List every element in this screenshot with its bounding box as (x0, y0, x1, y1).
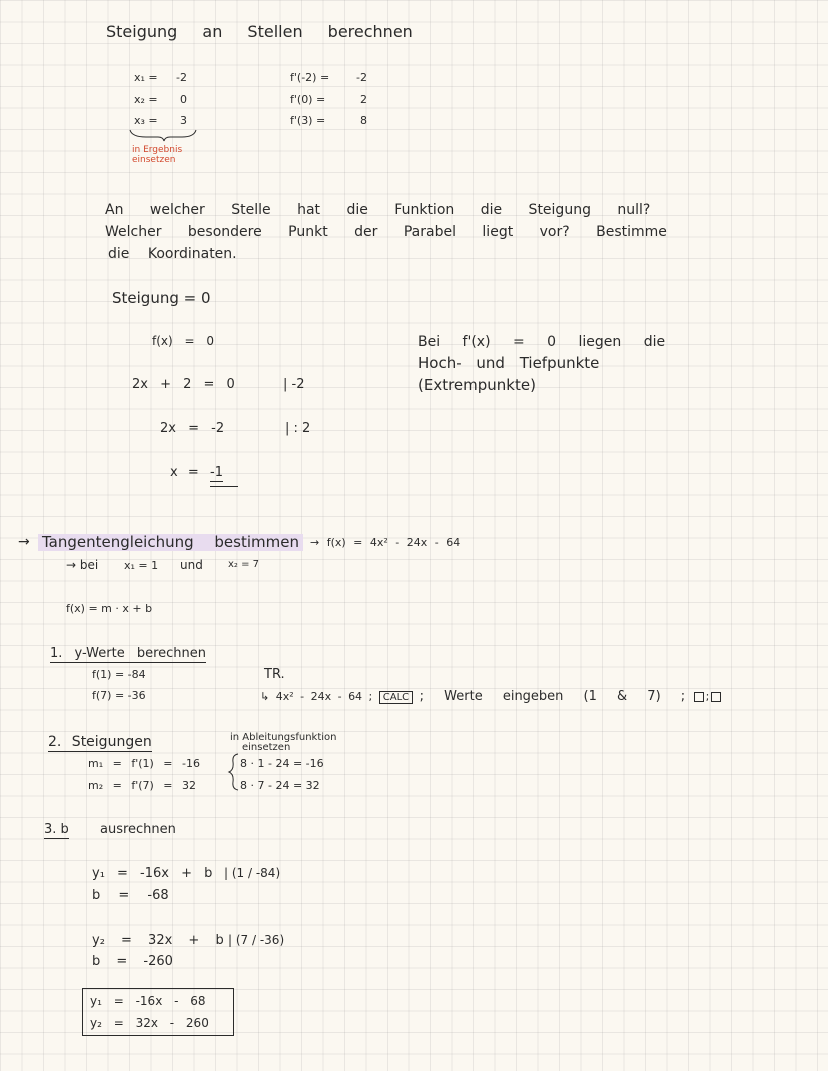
x2-value: 0 (180, 93, 187, 106)
tangent-heading: Tangentengleichung bestimmen (38, 534, 303, 551)
step1-f1: f(1) = -84 (92, 668, 146, 681)
step1-heading: 1. y-Werte berechnen (50, 646, 206, 661)
deriv3-value: 8 (360, 114, 367, 127)
step2-heading: 2. Steigungen (48, 734, 152, 750)
solve-heading: Steigung = 0 (112, 289, 211, 307)
deriv1-value: -2 (356, 71, 367, 84)
square-key-icon (711, 692, 721, 702)
step2-m2: m₂ = f'(7) = 32 (88, 779, 197, 792)
step3-y1-point: | (1 / -84) (224, 866, 281, 880)
step2-note-line1: in Ableitungsfunktion (230, 732, 337, 743)
step3-y2-eq: y₂ = 32x + b (92, 933, 224, 948)
double-underline (210, 486, 238, 487)
square-key-icon (694, 692, 704, 702)
brace-icon (128, 128, 198, 142)
result-y2: y₂ = 32x - 260 (90, 1016, 209, 1030)
deriv2-label: f'(0) = (290, 93, 326, 106)
remark-line3: (Extrempunkte) (418, 376, 536, 394)
arrow-icon: → (18, 534, 30, 550)
step2-calc2: 8 · 7 - 24 = 32 (240, 779, 320, 792)
tr-line-prefix: ↳ 4x² - 24x - 64 ; (260, 690, 373, 703)
step2-calc1: 8 · 1 - 24 = -16 (240, 757, 324, 770)
step2-note-line2: einsetzen (242, 742, 291, 753)
solve-eq1: f(x) = 0 (152, 334, 215, 348)
step3-heading-num: 3. b (44, 822, 69, 837)
deriv2-value: 2 (360, 93, 367, 106)
step1-f7: f(7) = -36 (92, 689, 146, 702)
step3-heading-text: ausrechnen (100, 822, 176, 837)
solve-eq3: 2x = -2 (160, 421, 225, 436)
deriv3-label: f'(3) = (290, 114, 326, 127)
tr-line-suffix: ; Werte eingeben (1 & 7) ; (419, 689, 686, 704)
step3-y2-point: | (7 / -36) (228, 933, 285, 947)
remark-line2: Hoch- und Tiefpunkte (418, 354, 600, 372)
question-line2: Welcher besondere Punkt der Parabel liegt vor? Bestimme (105, 224, 667, 240)
tangent-at-x1: x₁ = 1 (124, 559, 159, 572)
tangent-general: f(x) = m · x + b (66, 602, 153, 615)
step1-tr-line: ↳ 4x² - 24x - 64 ; CALC ; Werte eingeben (1 & 7) ; ; (260, 690, 723, 703)
calc-key: CALC (379, 691, 413, 704)
solve-op3: | : 2 (285, 421, 311, 436)
tangent-function: → f(x) = 4x² - 24x - 64 (310, 536, 461, 549)
x3-value: 3 (180, 114, 187, 127)
deriv1-label: f'(-2) = (290, 71, 330, 84)
solve-eq4-left: x = (170, 465, 199, 480)
solve-eq2: 2x + 2 = 0 (132, 377, 235, 392)
solve-op2: | -2 (283, 377, 305, 392)
x1-value: -2 (176, 71, 187, 84)
step3-b1: b = -68 (92, 888, 169, 903)
remark-line1: Bei f'(x) = 0 liegen die (418, 334, 666, 350)
red-note-line1: in Ergebnis (132, 145, 183, 155)
x2-label: x₂ = (134, 93, 158, 106)
tangent-and: und (180, 558, 203, 572)
tangent-at-x2: x₂ = 7 (228, 559, 260, 570)
question-line1: An welcher Stelle hat die Funktion die Steigung null? (105, 202, 651, 218)
red-note-line2: einsetzen (132, 155, 176, 165)
page-title: Steigung an Stellen berechnen (106, 22, 413, 41)
solve-eq4-right: -1 (210, 465, 223, 480)
question-line3: die Koordinaten. (108, 246, 237, 262)
step1-tr: TR. (264, 667, 285, 682)
step2-m1: m₁ = f'(1) = -16 (88, 757, 200, 770)
step3-y1-eq: y₁ = -16x + b (92, 866, 213, 881)
result-y1: y₁ = -16x - 68 (90, 994, 206, 1008)
step3-b2: b = -260 (92, 954, 173, 969)
brace-icon (228, 752, 240, 792)
x3-label: x₃ = (134, 114, 158, 127)
tangent-at-prefix: → bei (66, 558, 99, 572)
x1-label: x₁ = (134, 71, 158, 84)
